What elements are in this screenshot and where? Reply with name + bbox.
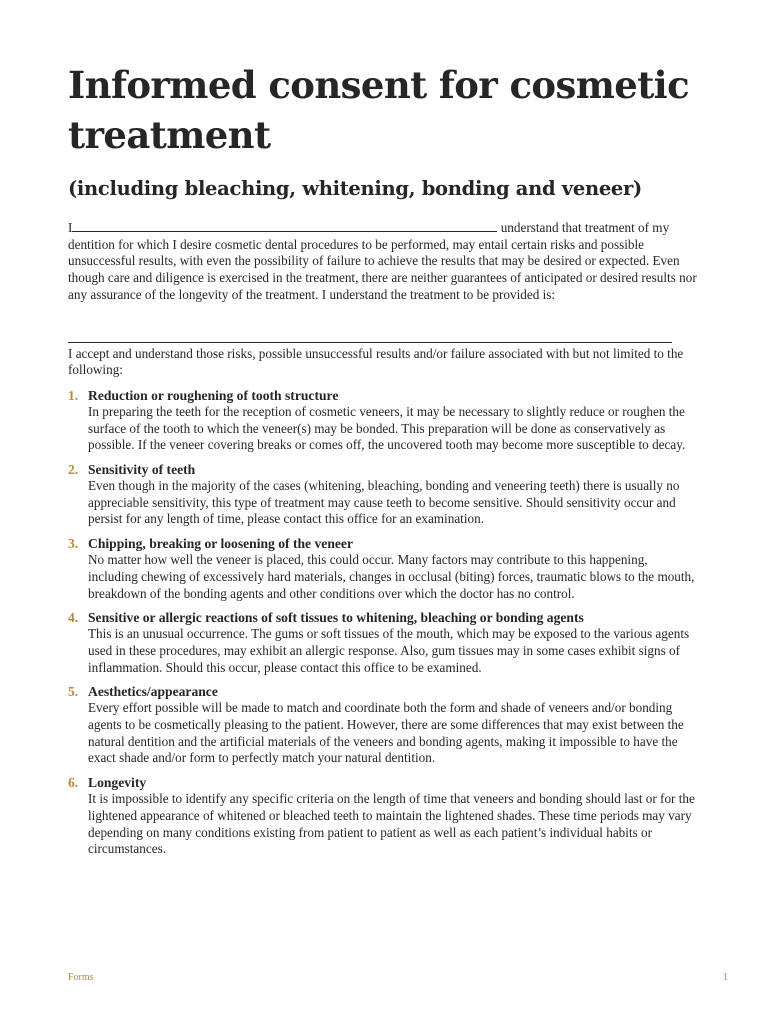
- list-item-body: Even though in the majority of the cases (whitening, bleaching, bonding and veneering teeth) there is usually no appreciable sensitivity, this type of treatment may cause teeth to become sensitive. Should sensitivity occur and persist for any length of time, please contact this office for an examination.: [88, 478, 680, 527]
- treatment-description-blank[interactable]: [68, 331, 672, 343]
- list-item-number: 1.: [68, 387, 79, 403]
- document-page: [68, 60, 700, 865]
- list-item-body: No matter how well the veneer is placed, this could occur. Many factors may contribute to this happening, including chewing of excessively hard materials, changes in occlusal (biting) forces, traumatic blows to the mouth, breakdown of the bonding agents and other conditions over which the doctor has no control.: [88, 552, 695, 601]
- intro-text: understand that treatment of my dentition for which I desire cosmetic dental procedures to be performed, may entail certain risks and possible unsuccessful results, with even the possibility of failure to achieve the results that may be desired or expected. Even though care and diligence is exercised in the treatment, there are neither guarantees of anticipated or desired results nor any assurance of the longevity of the treatment. I understand the treatment to be provided is:: [68, 220, 697, 302]
- document-subtitle: (including bleaching, whitening, bonding and veneer): [68, 177, 642, 200]
- intro-paragraph: [68, 220, 700, 304]
- list-item: [68, 774, 700, 858]
- list-item-heading: Sensitive or allergic reactions of soft tissues to whitening, bleaching or bonding agents: [88, 610, 584, 626]
- list-item: [68, 609, 700, 676]
- list-item-heading: Longevity: [88, 775, 147, 791]
- list-item: [68, 387, 700, 454]
- list-item-number: 3.: [68, 536, 79, 552]
- list-item-body: This is an unusual occurrence. The gums or soft tissues of the mouth, which may be exposed to the various agents used in these procedures, may exhibit an allergic response. Also, gum tissues may in some cases exhibit signs of inflammation. Should this occur, please contact this office to be examined.: [88, 626, 690, 675]
- list-item-heading: Sensitivity of teeth: [88, 462, 196, 478]
- list-item-body: It is impossible to identify any specific criteria on the length of time that veneers and bonding should last or for the lightened appearance of whitened or bleached teeth to maintain the lightened shades. These time periods may vary depending on many conditions existing from patient to patient as well as each patient’s individual habits or circumstances.: [88, 791, 695, 857]
- list-item-number: 6.: [68, 775, 79, 791]
- footer-label: Forms: [68, 972, 94, 983]
- intro-prefix: I: [68, 220, 73, 235]
- list-item-number: 4.: [68, 610, 79, 626]
- list-item-heading: Aesthetics/appearance: [88, 684, 218, 700]
- accept-paragraph: I accept and understand those risks, possible unsuccessful results and/or failure associated with but not limited to the following:: [68, 345, 684, 378]
- list-item-number: 2.: [68, 462, 79, 478]
- list-item: [68, 683, 700, 767]
- list-item: [68, 535, 700, 602]
- list-item-heading: Chipping, breaking or loosening of the veneer: [88, 536, 353, 552]
- document-title: Informed consent for cosmetic treatment: [68, 63, 690, 157]
- list-item-heading: Reduction or roughening of tooth structure: [88, 387, 339, 403]
- risk-list: [68, 387, 700, 858]
- list-item-number: 5.: [68, 684, 79, 700]
- patient-name-blank[interactable]: [72, 220, 497, 232]
- list-item-body: Every effort possible will be made to match and coordinate both the form and shade of veneers and/or bonding agents to be cosmetically pleasing to the patient. However, there are some differences that may exist between the natural dentition and the artificial materials of the veneers and bonding agents, making it impossible to have the exact shade and/or form to perfectly match your natural dentition.: [88, 700, 684, 766]
- page-number: 1: [723, 972, 728, 983]
- list-item: [68, 461, 700, 528]
- list-item-body: In preparing the teeth for the reception of cosmetic veneers, it may be necessary to slightly reduce or roughen the surface of the tooth to which the veneer(s) may be bonded. This preparation will be done as conservatively as possible. If the veneer covering breaks or comes off, the uncovered tooth may become more susceptible to decay.: [88, 403, 686, 453]
